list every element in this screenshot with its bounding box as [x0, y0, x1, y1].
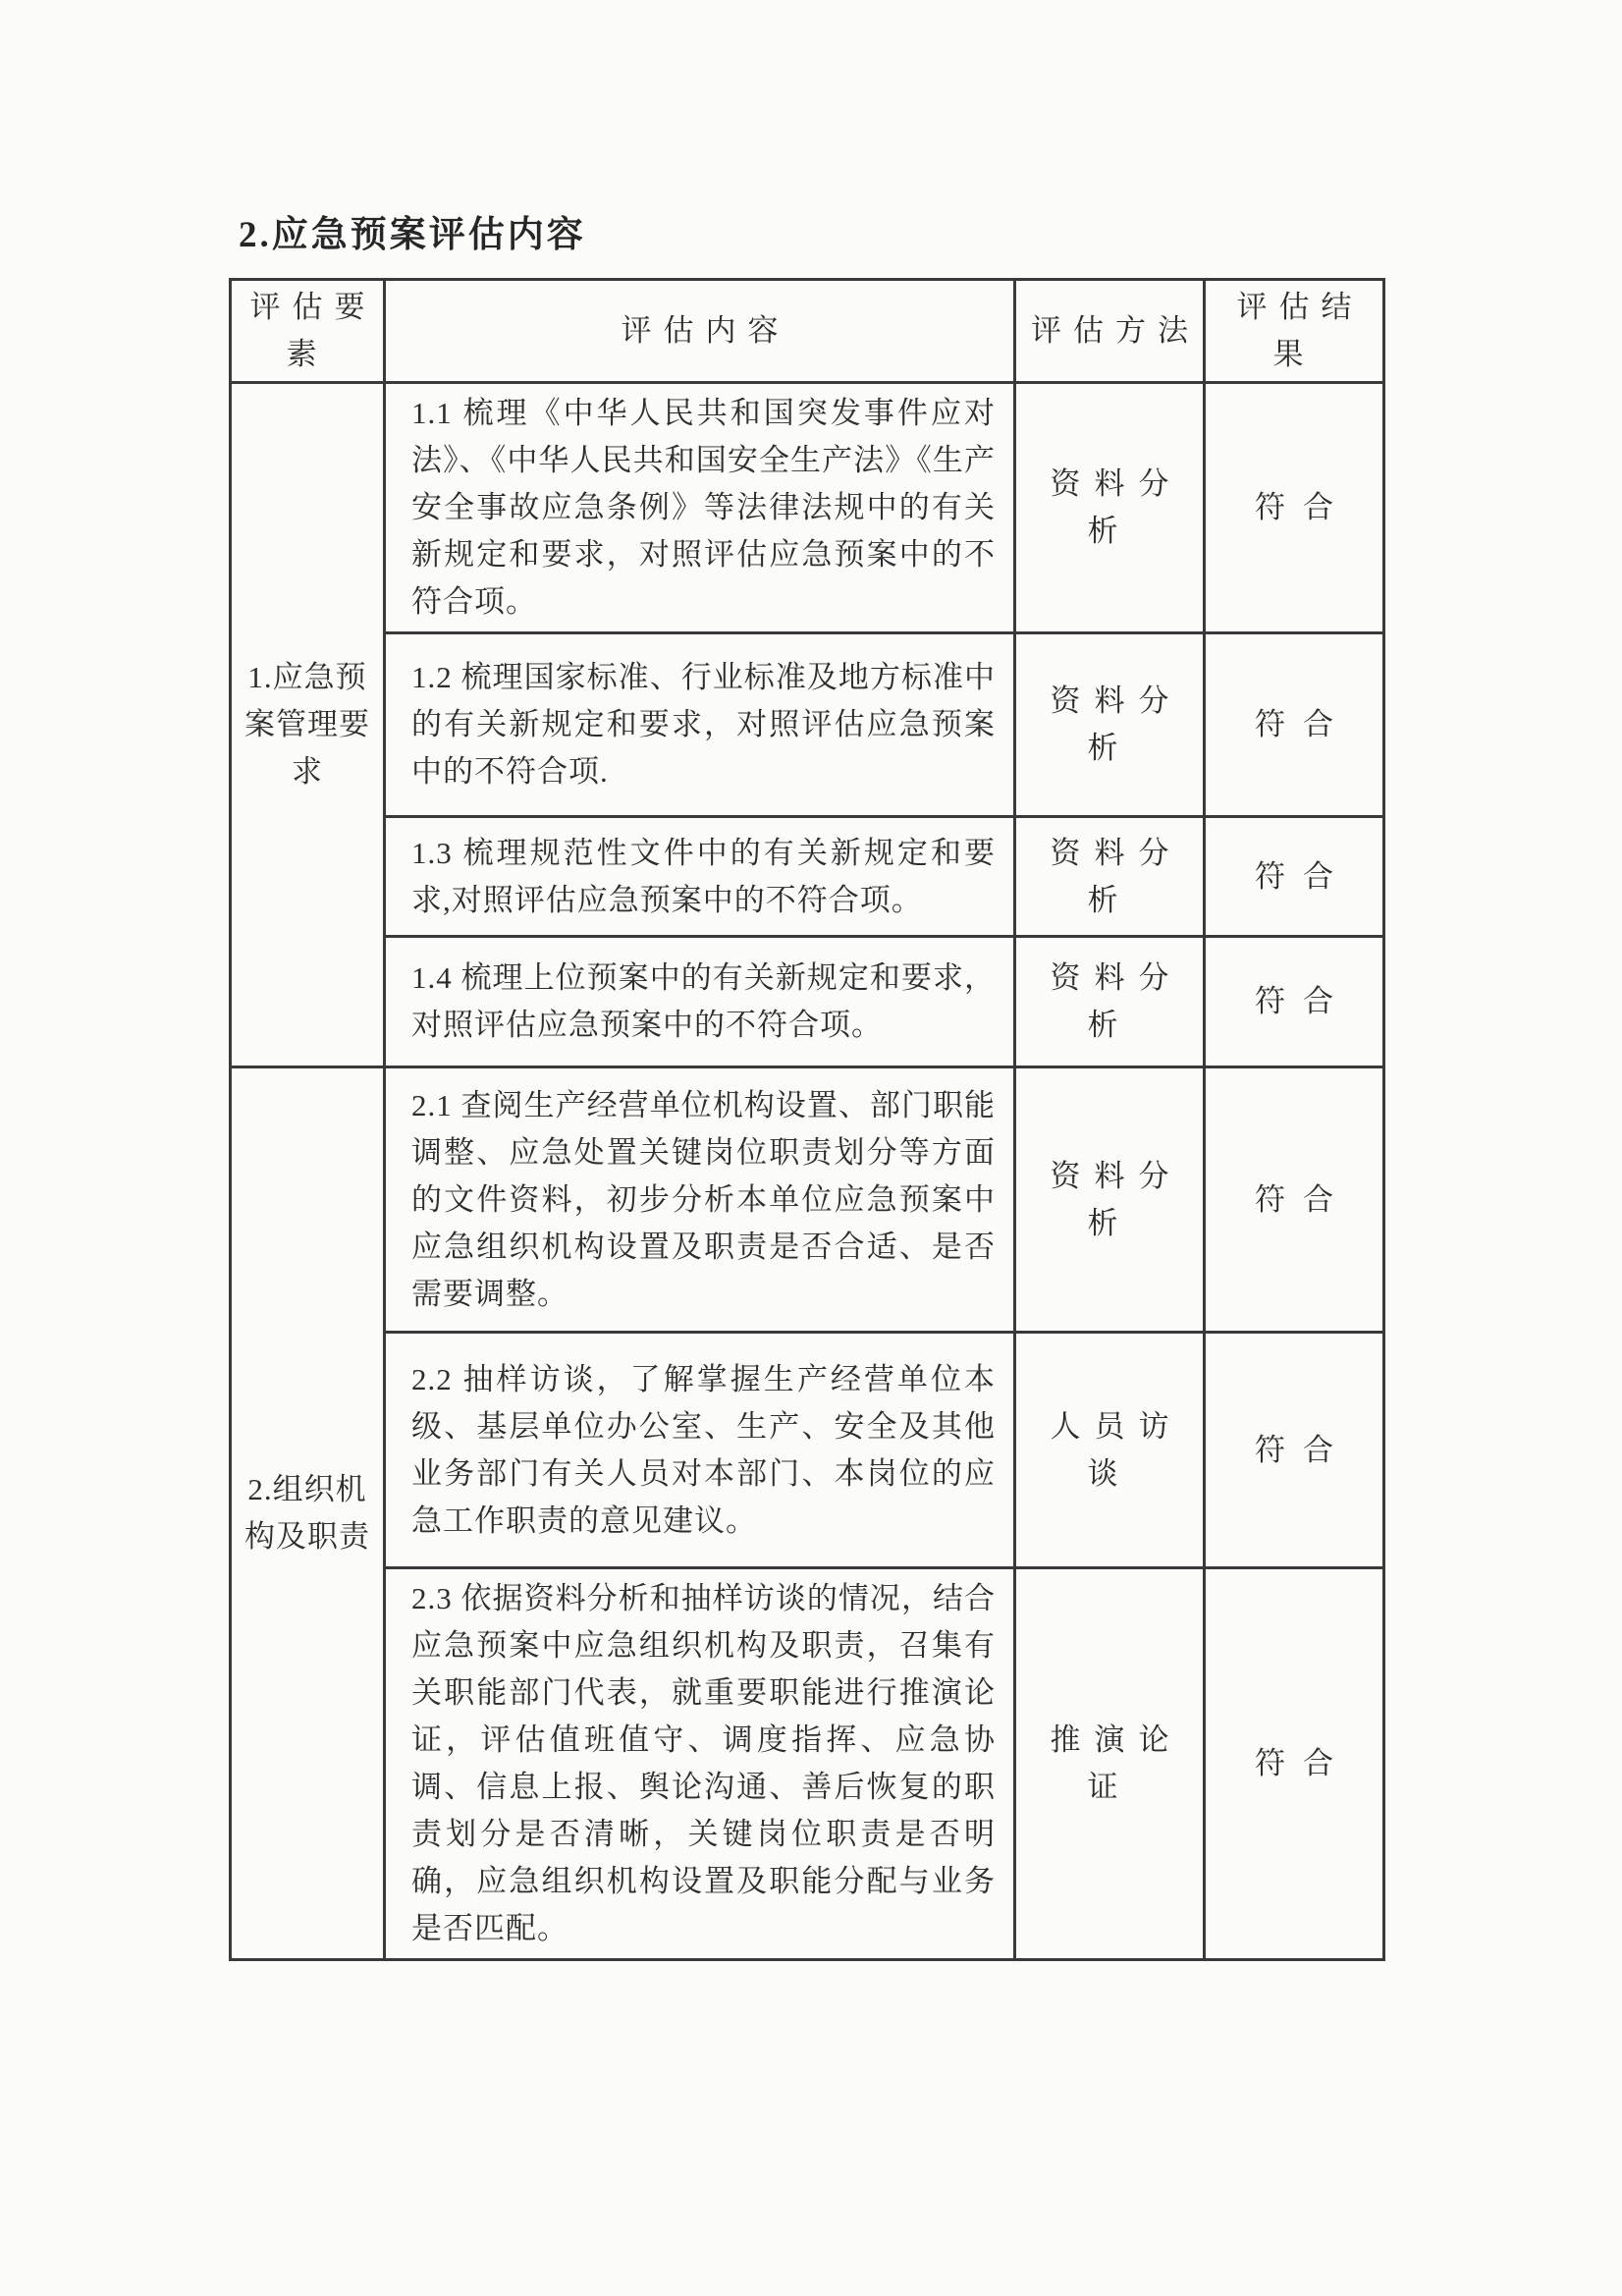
table-row — [231, 1568, 1384, 1960]
cell-content-1-1: 1.1 梳理《中华人民共和国突发事件应对法》、《中华人民共和国安全生产法》《生产安全事故应急条例》等法律法规中的有关新规定和要求，对照评估应急预案中的不符合项。 — [385, 383, 1015, 633]
cell-result-1-4: 符合 — [1205, 937, 1384, 1067]
header-evaluation-method: 评估方法 — [1015, 280, 1205, 383]
cell-method-2-2: 人员访谈 — [1015, 1333, 1205, 1568]
section-title: 2.应急预案评估内容 — [239, 215, 586, 255]
header-evaluation-element: 评估要素 — [231, 280, 385, 383]
cell-result-1-3: 符合 — [1205, 817, 1384, 937]
header-evaluation-content: 评估内容 — [385, 280, 1015, 383]
table-row — [231, 817, 1384, 937]
table-row — [231, 633, 1384, 817]
cell-content-1-3: 1.3 梳理规范性文件中的有关新规定和要求,对照评估应急预案中的不符合项。 — [385, 817, 1015, 937]
table-row — [231, 1067, 1384, 1333]
cell-result-2-2: 符合 — [1205, 1333, 1384, 1568]
table-row — [231, 1333, 1384, 1568]
cell-method-1-4: 资料分析 — [1015, 937, 1205, 1067]
table-row — [231, 937, 1384, 1067]
cell-section1-element: 1.应急预案管理要求 — [231, 383, 385, 1067]
cell-content-2-2: 2.2 抽样访谈，了解掌握生产经营单位本级、基层单位办公室、生产、安全及其他业务部门有关人员对本部门、本岗位的应急工作职责的意见建议。 — [385, 1333, 1015, 1568]
evaluation-table — [229, 278, 1385, 1961]
cell-section2-element: 2.组织机构及职责 — [231, 1067, 385, 1960]
cell-content-1-4: 1.4 梳理上位预案中的有关新规定和要求，对照评估应急预案中的不符合项。 — [385, 937, 1015, 1067]
header-evaluation-result: 评估结果 — [1205, 280, 1384, 383]
cell-result-2-3: 符合 — [1205, 1568, 1384, 1960]
cell-method-2-3: 推演论证 — [1015, 1568, 1205, 1960]
cell-method-1-1: 资料分析 — [1015, 383, 1205, 633]
cell-method-1-3: 资料分析 — [1015, 817, 1205, 937]
table-row — [231, 383, 1384, 633]
cell-content-2-3: 2.3 依据资料分析和抽样访谈的情况，结合应急预案中应急组织机构及职责，召集有关职能部门代表，就重要职能进行推演论证，评估值班值守、调度指挥、应急协调、信息上报、舆论沟通、善后恢复的职责划分是否清晰，关键岗位职责是否明确，应急组织机构设置及职能分配与业务是否匹配。 — [385, 1568, 1015, 1960]
table-header-row — [231, 280, 1384, 383]
cell-result-2-1: 符合 — [1205, 1067, 1384, 1333]
cell-content-2-1: 2.1 查阅生产经营单位机构设置、部门职能调整、应急处置关键岗位职责划分等方面的文件资料，初步分析本单位应急预案中应急组织机构设置及职责是否合适、是否需要调整。 — [385, 1067, 1015, 1333]
cell-method-2-1: 资料分析 — [1015, 1067, 1205, 1333]
cell-content-1-2: 1.2 梳理国家标准、行业标准及地方标准中的有关新规定和要求，对照评估应急预案中的不符合项. — [385, 633, 1015, 817]
cell-result-1-1: 符合 — [1205, 383, 1384, 633]
cell-result-1-2: 符合 — [1205, 633, 1384, 817]
cell-method-1-2: 资料分析 — [1015, 633, 1205, 817]
